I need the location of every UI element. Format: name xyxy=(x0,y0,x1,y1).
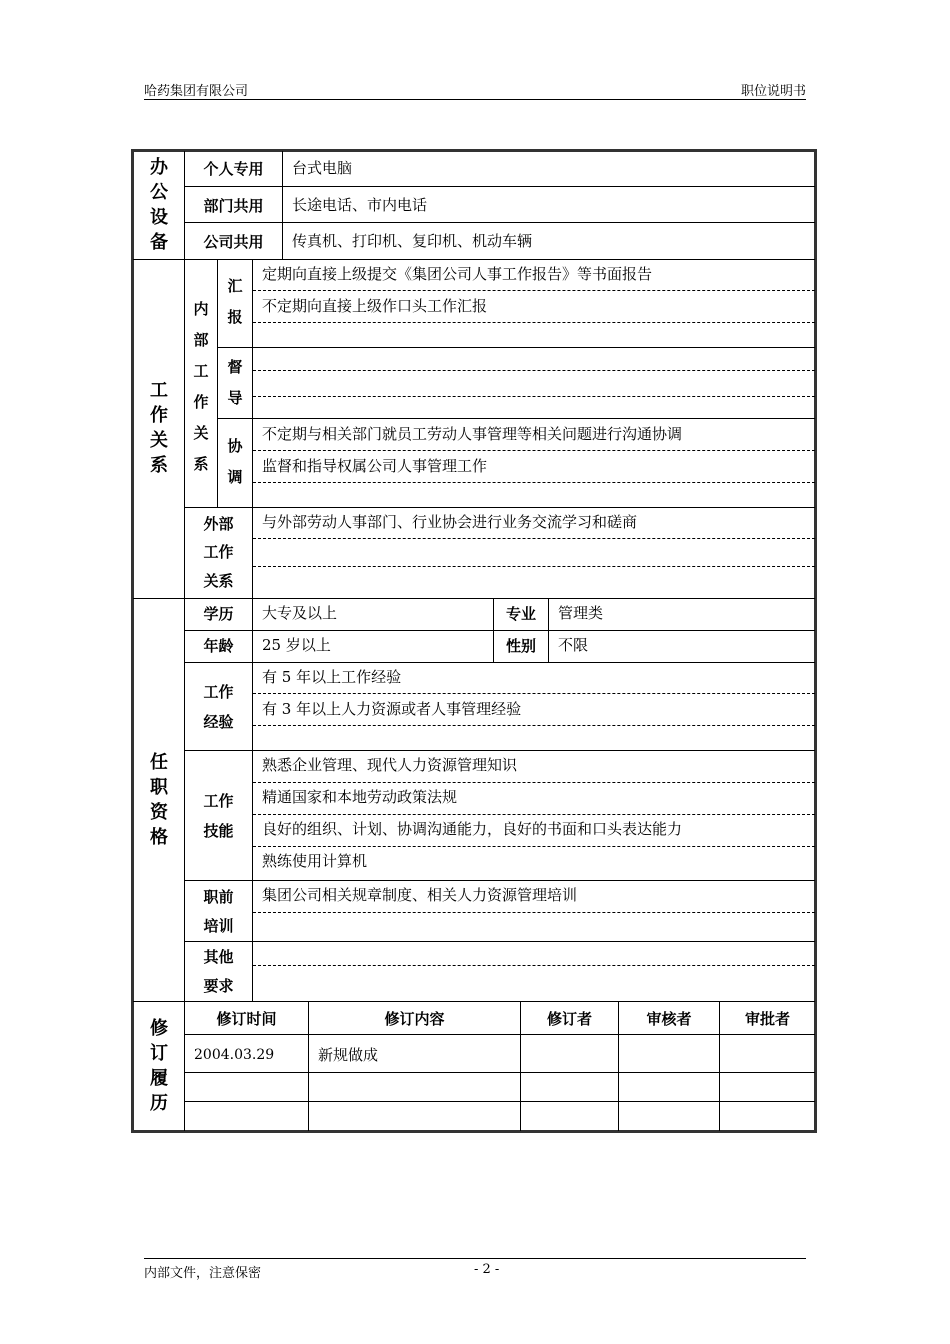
coordinate-item: 不定期与相关部门就员工劳动人事管理等相关问题进行沟通协调 xyxy=(262,425,683,443)
column-header-reviser: 修订者 xyxy=(546,1010,592,1028)
value-department-shared: 长途电话、市内电话 xyxy=(292,196,428,214)
label-gender: 性别 xyxy=(505,637,536,655)
divider xyxy=(133,259,815,260)
label-supervise: 督导 xyxy=(227,358,243,407)
label-company-shared: 公司共用 xyxy=(203,233,264,251)
section-label-qualifications: 任职资格 xyxy=(150,752,168,848)
label-skills-2: 技能 xyxy=(203,822,234,840)
label-other-1: 其他 xyxy=(203,948,234,966)
footer-confidential: 内部文件，注意保密 xyxy=(144,1266,262,1281)
divider xyxy=(184,630,815,631)
label-personal-use: 个人专用 xyxy=(203,160,264,178)
label-external-relations-2: 工作 xyxy=(203,543,234,561)
skills-item: 精通国家和本地劳动政策法规 xyxy=(262,788,458,806)
value-gender: 不限 xyxy=(558,636,589,654)
report-item: 不定期向直接上级作口头工作汇报 xyxy=(262,297,488,315)
divider xyxy=(217,259,218,507)
dashed-rule xyxy=(253,965,815,966)
divider xyxy=(217,418,815,419)
column-header-revision-date: 修订时间 xyxy=(216,1010,277,1028)
divider xyxy=(133,1001,815,1002)
label-external-relations-3: 关系 xyxy=(203,572,234,590)
label-experience-1: 工作 xyxy=(203,683,234,701)
header-doc-type: 职位说明书 xyxy=(740,84,806,99)
experience-item: 有 3 年以上人力资源或者人事管理经验 xyxy=(262,700,522,718)
external-item: 与外部劳动人事部门、行业协会进行业务交流学习和磋商 xyxy=(262,513,638,531)
label-training-2: 培训 xyxy=(203,917,234,935)
dashed-rule xyxy=(253,370,815,371)
section-label-work-relations: 工作关系 xyxy=(150,380,168,476)
header-company: 哈药集团有限公司 xyxy=(144,84,249,99)
coordinate-item: 监督和指导权属公司人事管理工作 xyxy=(262,457,488,475)
label-coordinate: 协调 xyxy=(227,437,243,486)
label-experience-2: 经验 xyxy=(203,713,234,731)
label-major: 专业 xyxy=(505,605,536,623)
section-label-revision-history: 修订履历 xyxy=(150,1018,168,1114)
label-other-2: 要求 xyxy=(203,977,234,995)
divider xyxy=(133,598,815,599)
value-education: 大专及以上 xyxy=(262,604,338,622)
divider xyxy=(184,750,815,751)
dashed-rule xyxy=(253,782,815,783)
value-major: 管理类 xyxy=(558,604,604,622)
value-age: 25 岁以上 xyxy=(262,636,331,654)
label-external-relations-1: 外部 xyxy=(203,515,234,533)
label-skills-1: 工作 xyxy=(203,792,234,810)
experience-item: 有 5 年以上工作经验 xyxy=(262,668,402,686)
dashed-rule xyxy=(253,566,815,567)
label-training-1: 职前 xyxy=(203,888,234,906)
divider xyxy=(184,1072,815,1073)
revision-date-cell: 2004.03.29 xyxy=(194,1047,275,1063)
dashed-rule xyxy=(253,725,815,726)
skills-item: 熟悉企业管理、现代人力资源管理知识 xyxy=(262,756,518,774)
divider xyxy=(184,880,815,881)
report-item: 定期向直接上级提交《集团公司人事工作报告》等书面报告 xyxy=(262,265,653,283)
dashed-rule xyxy=(253,693,815,694)
section-label-office-equipment: 办公设备 xyxy=(150,157,168,253)
label-internal-relations: 内部工作关系 xyxy=(193,300,209,473)
dashed-rule xyxy=(253,396,815,397)
dashed-rule xyxy=(253,482,815,483)
divider xyxy=(184,507,815,508)
divider xyxy=(282,151,283,259)
dashed-rule xyxy=(253,912,815,913)
divider xyxy=(252,259,253,598)
dashed-rule xyxy=(253,290,815,291)
value-personal-use: 台式电脑 xyxy=(292,159,353,177)
dashed-rule xyxy=(253,450,815,451)
divider xyxy=(184,222,815,223)
header-rule xyxy=(144,99,806,100)
divider xyxy=(217,347,815,348)
divider xyxy=(184,186,815,187)
footer-page-number: - 2 - xyxy=(474,1262,500,1277)
skills-item: 良好的组织、计划、协调沟通能力，良好的书面和口头表达能力 xyxy=(262,820,683,838)
column-header-revision-content: 修订内容 xyxy=(384,1010,445,1028)
dashed-rule xyxy=(253,814,815,815)
training-item: 集团公司相关规章制度、相关人力资源管理培训 xyxy=(262,886,578,904)
divider xyxy=(184,1101,815,1102)
divider xyxy=(184,941,815,942)
divider xyxy=(184,1034,815,1035)
dashed-rule xyxy=(253,322,815,323)
label-education: 学历 xyxy=(203,605,234,623)
divider xyxy=(184,662,815,663)
column-header-approver: 审批者 xyxy=(744,1010,790,1028)
skills-item: 熟练使用计算机 xyxy=(262,852,368,870)
dashed-rule xyxy=(253,846,815,847)
footer-rule xyxy=(144,1258,806,1259)
dashed-rule xyxy=(253,538,815,539)
label-department-shared: 部门共用 xyxy=(203,197,264,215)
label-age: 年龄 xyxy=(203,637,234,655)
label-report: 汇报 xyxy=(227,277,243,326)
value-company-shared: 传真机、打印机、复印机、机动车辆 xyxy=(292,232,533,250)
column-header-reviewer: 审核者 xyxy=(646,1010,692,1028)
revision-content-cell: 新规做成 xyxy=(318,1046,379,1064)
